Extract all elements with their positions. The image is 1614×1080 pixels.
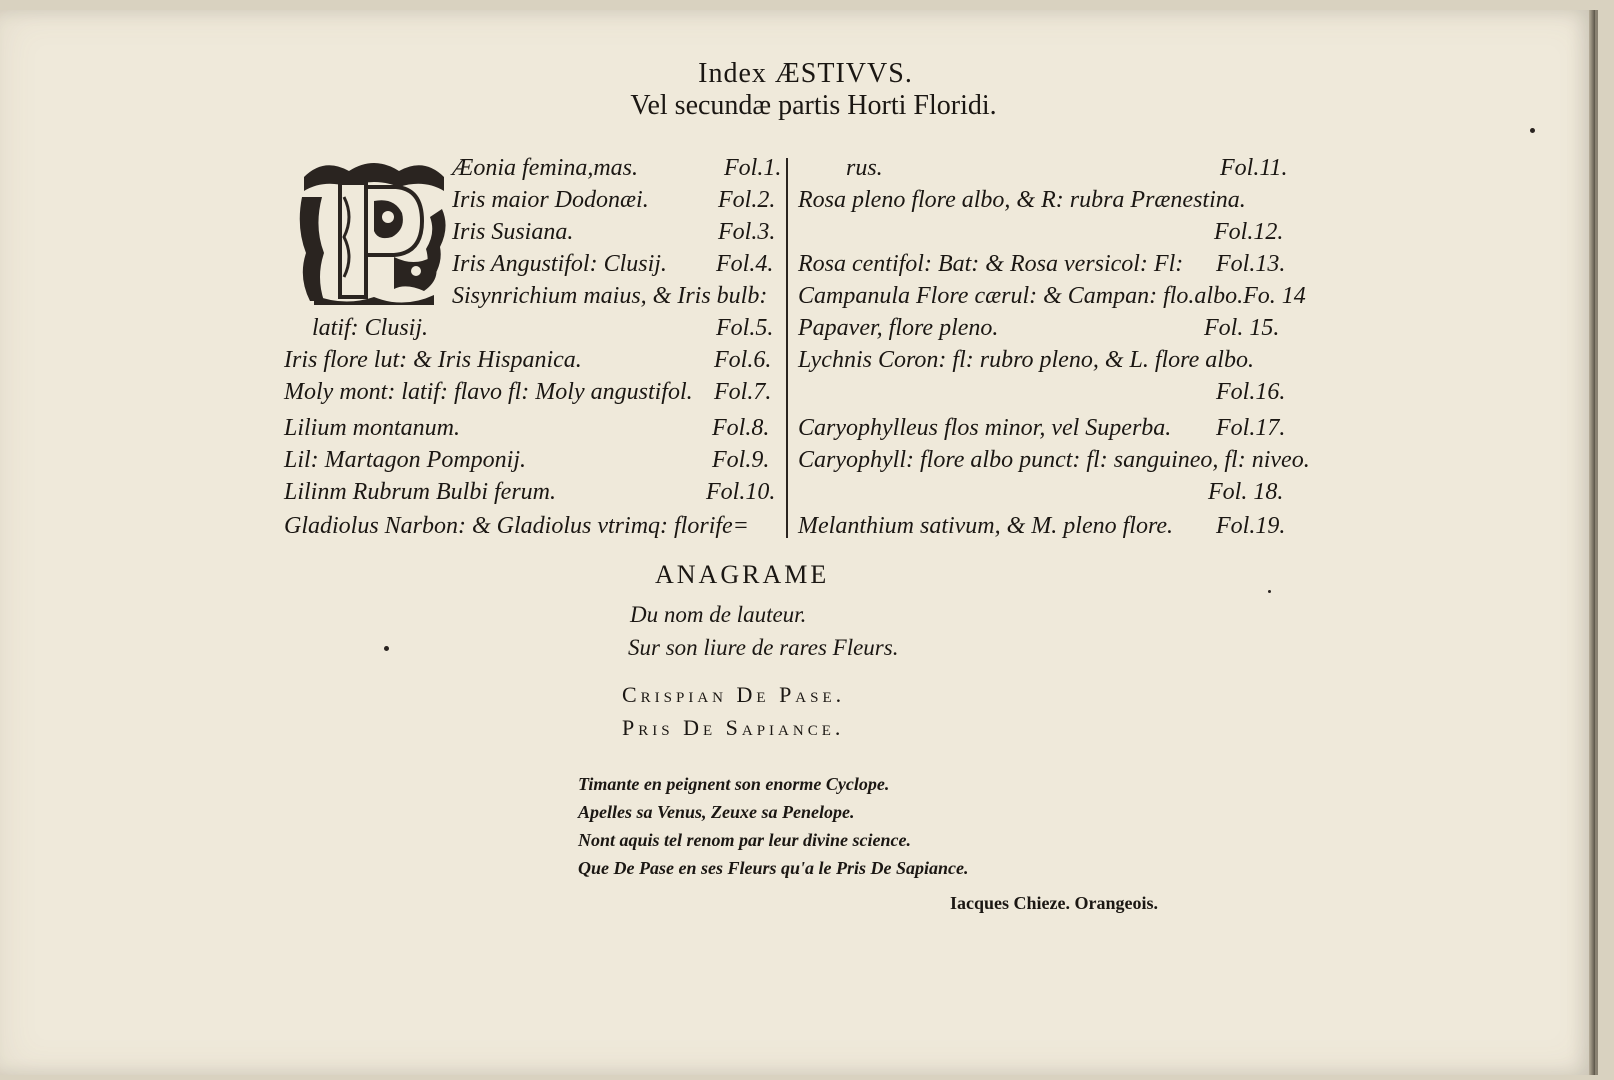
index-entry-left: Moly mont: latif: flavo fl: Moly angustifol.: [284, 379, 693, 405]
index-entry-left: Iris maior Dodonæi.: [452, 187, 649, 213]
ink-speck: [1530, 128, 1535, 133]
anagram-author-name: Crispian De Pase.: [622, 682, 846, 707]
index-folio-left: Fol.2.: [718, 187, 776, 213]
index-entry-left: Iris Susiana.: [452, 219, 574, 245]
index-entry-right: Lychnis Coron: fl: rubro pleno, & L. flore albo.: [798, 347, 1254, 373]
anagram-line-1: Du nom de lauteur.: [630, 602, 807, 627]
index-entry-right: Papaver, flore pleno.: [798, 315, 999, 341]
index-entry-left: Sisynrichium maius, & Iris bulb:: [452, 283, 768, 309]
poem-line-2: Apelles sa Venus, Zeuxe sa Penelope.: [578, 802, 855, 822]
index-folio-right: Fol.17.: [1216, 415, 1286, 441]
index-folio-right: Fol.13.: [1216, 251, 1286, 277]
index-entry-right: Caryophylleus flos minor, vel Superba.: [798, 415, 1172, 441]
index-folio-left: Fol.10.: [706, 479, 776, 505]
index-entry-right: Rosa centifol: Bat: & Rosa versicol: Fl:: [798, 251, 1184, 277]
index-entry-left: latif: Clusij.: [312, 315, 429, 341]
index-entry-left: Iris flore lut: & Iris Hispanica.: [284, 347, 582, 373]
anagram-line-2: Sur son liure de rares Fleurs.: [628, 635, 899, 660]
page-edge-shadow: [1589, 10, 1595, 1075]
index-folio-left: Fol.3.: [718, 219, 776, 245]
index-folio-left: Fol.9.: [712, 447, 770, 473]
index-folio-left: Fol.5.: [716, 315, 774, 341]
index-folio-left: Fol.8.: [712, 415, 770, 441]
index-folio-right: Fol.12.: [1214, 219, 1284, 245]
poem-signature: Iacques Chieze. Orangeois.: [950, 893, 1158, 913]
index-entry-right: rus.: [846, 155, 883, 181]
index-folio-left: Fol.4.: [716, 251, 774, 277]
poem-line-1: Timante en peignent son enorme Cyclope.: [578, 774, 890, 794]
ink-speck: [1268, 590, 1271, 593]
index-folio-left: Fol.6.: [714, 347, 772, 373]
index-entry-right: Campanula Flore cærul: & Campan: flo.albo.Fo. 14: [798, 283, 1306, 309]
ink-speck: [384, 646, 389, 651]
index-folio-left: Fol.1.: [724, 155, 782, 181]
index-subtitle: Vel secundæ partis Horti Floridi.: [630, 90, 997, 121]
decorated-initial-p-icon: [294, 157, 454, 309]
index-folio-right: Fol.19.: [1216, 513, 1286, 539]
index-folio-right: Fol. 18.: [1208, 479, 1284, 505]
index-entry-right: Caryophyll: flore albo punct: fl: sanguineo, fl: niveo.: [798, 447, 1310, 473]
index-entry-left: Lilinm Rubrum Bulbi ferum.: [284, 479, 557, 505]
index-folio-left: Fol.7.: [714, 379, 772, 405]
index-title: Index ÆSTIVVS.: [698, 58, 913, 89]
anagram-result: Pris De Sapiance.: [622, 715, 845, 740]
anagram-heading: ANAGRAME: [655, 560, 830, 589]
index-entry-right: Melanthium sativum, & M. pleno flore.: [798, 513, 1174, 539]
poem-line-4: Que De Pase en ses Fleurs qu'a le Pris De Sapiance.: [578, 858, 969, 878]
index-entry-right: Rosa pleno flore albo, & R: rubra Prænestina.: [798, 187, 1246, 213]
index-folio-right: Fol.16.: [1216, 379, 1286, 405]
index-entry-left: Æonia femina,mas.: [452, 155, 638, 181]
index-entry-left: Gladiolus Narbon: & Gladiolus vtrimq: florife=: [284, 513, 749, 539]
index-entry-left: Iris Angustifol: Clusij.: [452, 251, 667, 277]
book-page: [0, 10, 1598, 1075]
index-folio-right: Fol.11.: [1220, 155, 1288, 181]
column-divider: [786, 158, 788, 538]
poem-line-3: Nont aquis tel renom par leur divine science.: [578, 830, 911, 850]
index-entry-left: Lilium montanum.: [284, 415, 461, 441]
index-entry-left: Lil: Martagon Pomponij.: [284, 447, 527, 473]
index-folio-right: Fol. 15.: [1204, 315, 1280, 341]
